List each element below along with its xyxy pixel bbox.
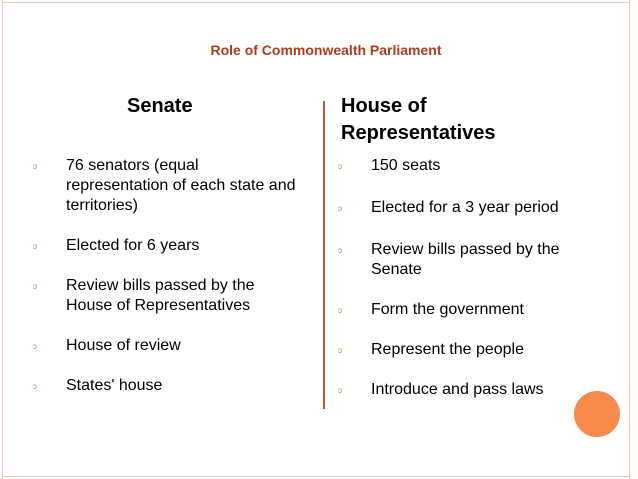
curl-bullet-icon: ↄ [338, 162, 342, 171]
frame-right-line [629, 0, 630, 479]
house-item-text: Introduce and pass laws [371, 381, 544, 398]
senate-item-text: States' house [66, 377, 163, 394]
column-divider [323, 101, 325, 409]
frame-top-line [2, 2, 629, 3]
senate-item [33, 376, 303, 396]
curl-bullet-icon: ↄ [338, 306, 342, 315]
house-item-text: 150 seats [371, 157, 441, 174]
senate-list [33, 156, 303, 396]
slide-title: Role of Commonwealth Parliament [210, 42, 442, 58]
curl-bullet-icon: ↄ [338, 246, 342, 255]
house-item-text: Review bills passed by the Senate [371, 241, 560, 278]
senate-item [33, 276, 303, 316]
house-item-text: Elected for a 3 year period [371, 199, 559, 216]
house-item [338, 300, 598, 320]
house-item [338, 380, 598, 400]
senate-item-text: Review bills passed by the House of Representatives [66, 277, 255, 314]
curl-bullet-icon: ↄ [338, 346, 342, 355]
house-item [338, 240, 598, 280]
senate-heading: Senate [127, 95, 193, 117]
senate-item [33, 236, 303, 256]
senate-item [33, 156, 303, 216]
senate-item-text: 76 senators (equal representation of each state and territories) [66, 157, 296, 214]
house-item [338, 340, 598, 360]
curl-bullet-icon: ↄ [33, 282, 37, 291]
curl-bullet-icon: ↄ [33, 382, 37, 391]
senate-item-text: House of review [66, 337, 181, 354]
house-item-text: Represent the people [371, 341, 524, 358]
house-item-text: Form the government [371, 301, 524, 318]
curl-bullet-icon: ↄ [33, 162, 37, 171]
curl-bullet-icon: ↄ [338, 386, 342, 395]
senate-item [33, 336, 303, 356]
frame-bottom-line [2, 476, 629, 477]
frame-left-line [2, 0, 3, 479]
house-item [338, 156, 598, 176]
curl-bullet-icon: ↄ [338, 204, 342, 213]
curl-bullet-icon: ↄ [33, 242, 37, 251]
house-item [338, 198, 598, 218]
curl-bullet-icon: ↄ [33, 342, 37, 351]
senate-item-text: Elected for 6 years [66, 237, 200, 254]
house-list [338, 156, 598, 400]
house-heading: House of Representatives [341, 95, 496, 144]
